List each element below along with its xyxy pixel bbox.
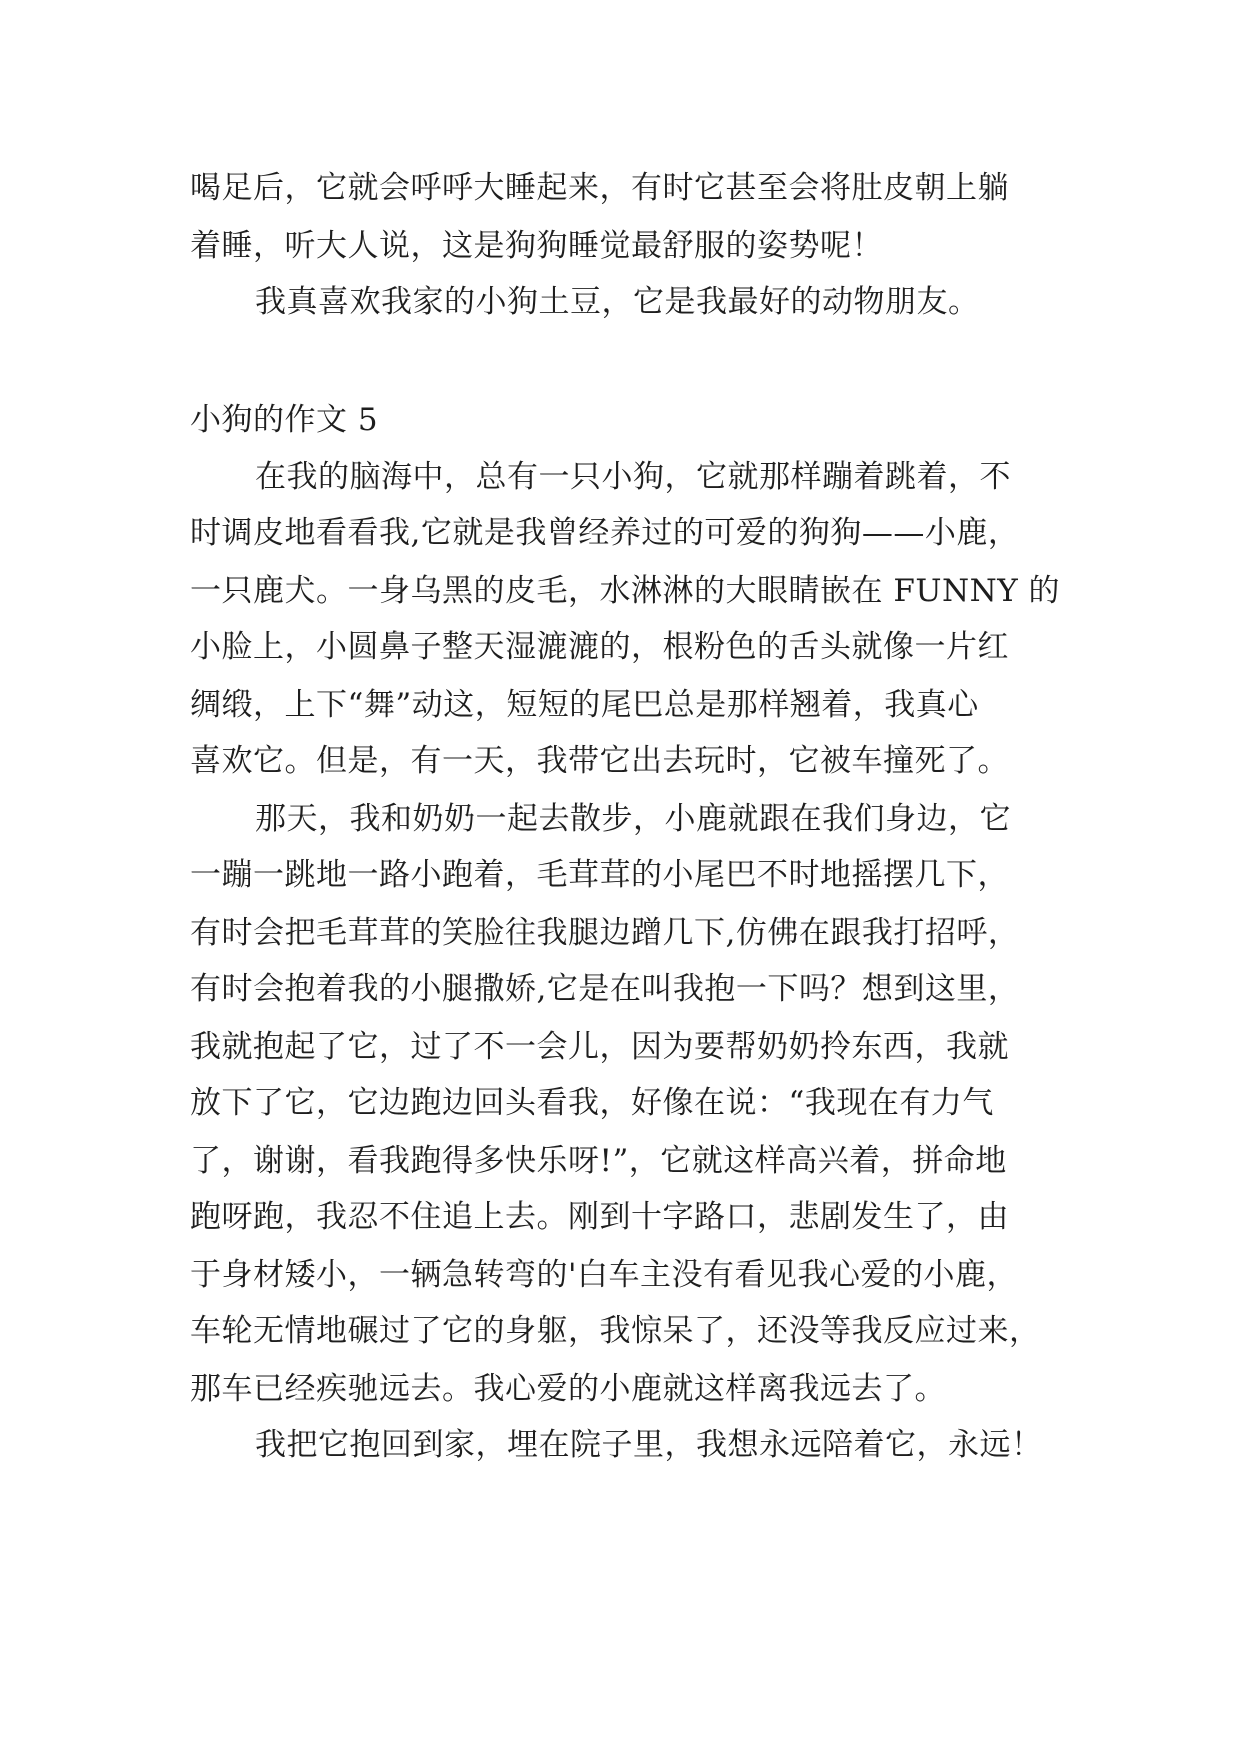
text-line: 着睡，听大人说，这是狗狗睡觉最舒服的姿势呢！: [190, 228, 883, 264]
text-line: 在我的脑海中，总有一只小狗，它就那样蹦着跳着，不: [255, 459, 1011, 495]
text-line: 那车已经疾驰远去。我心爱的小鹿就这样离我远去了。: [190, 1371, 946, 1407]
text-line: 一蹦一跳地一路小跑着，毛茸茸的小尾巴不时地摇摆几下，: [190, 857, 1009, 893]
text-line: 跑呀跑，我忍不住追上去。刚到十字路口，悲剧发生了，由: [190, 1199, 1009, 1235]
text-line: 我就抱起了它，过了不一会儿，因为要帮奶奶拎东西，我就: [190, 1029, 1009, 1065]
text-line: 绸缎，上下“舞”动这，短短的尾巴总是那样翘着，我真心: [190, 687, 979, 723]
text-line: 那天，我和奶奶一起去散步，小鹿就跟在我们身边，它: [255, 801, 1011, 837]
text-line: 放下了它，它边跑边回头看我，好像在说：“我现在有力气: [190, 1085, 994, 1121]
text-line: 车轮无情地碾过了它的身躯，我惊呆了，还没等我反应过来，: [190, 1313, 1041, 1349]
section-title: 小狗的作文 5: [190, 402, 379, 438]
text-line: 喝足后，它就会呼呼大睡起来，有时它甚至会将肚皮朝上躺: [190, 170, 1009, 206]
text-line: 小脸上，小圆鼻子整天湿漉漉的，根粉色的舌头就像一片红: [190, 629, 1009, 665]
text-line: 有时会抱着我的小腿撒娇,它是在叫我抱一下吗？想到这里，: [190, 971, 1020, 1007]
text-line: 了，谢谢，看我跑得多快乐呀!”，它就这样高兴着，拼命地: [190, 1143, 1007, 1179]
text-line: 有时会把毛茸茸的笑脸往我腿边蹭几下,仿佛在跟我打招呼，: [190, 915, 1020, 951]
text-line: 我真喜欢我家的小狗土豆，它是我最好的动物朋友。: [255, 284, 980, 320]
text-line: 我把它抱回到家，埋在院子里，我想永远陪着它，永远！: [255, 1427, 1043, 1463]
text-line: 时调皮地看看我,它就是我曾经养过的可爱的狗狗——小鹿，: [190, 515, 1020, 551]
text-line: 喜欢它。但是，有一天，我带它出去玩时，它被车撞死了。: [190, 743, 1009, 779]
text-line: 于身材矮小，一辆急转弯的'白车主没有看见我心爱的小鹿，: [190, 1257, 1019, 1293]
text-line: 一只鹿犬。一身乌黑的皮毛，水淋淋的大眼睛嵌在 FUNNY 的: [190, 573, 1061, 609]
